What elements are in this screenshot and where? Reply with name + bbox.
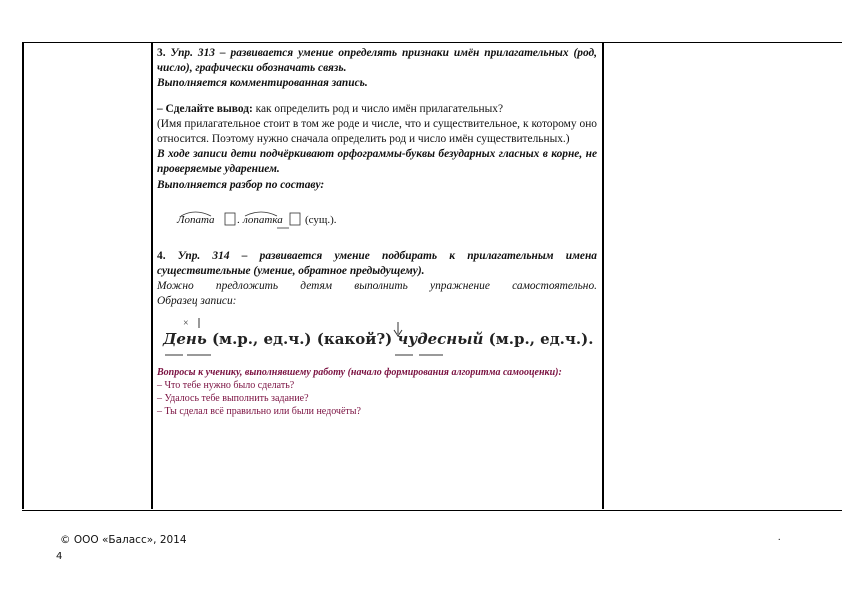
question-item: – Ты сделал всё правильно или были недочёты? [157,406,361,418]
ex314-text: Упр. 314 – развивается умение подбирать к прилагательным имена существительные (умение, обратное предыдущему). [157,249,597,278]
ex314-number: 4. [157,249,166,262]
question-item: – Что тебе нужно было сделать? [157,379,295,391]
conclusion-label: – Сделайте вывод: [157,102,253,115]
sample-question: (какой?) [316,329,393,348]
table-divider-1 [151,42,153,509]
sample-scheme [161,316,597,360]
scheme1-tag: (сущ.). [305,213,337,226]
sample-adjective: чудесный [397,329,484,348]
svg-text:×: × [183,317,189,329]
orthogram-note: В ходе записи дети подчёркивают орфограммы-буквы безударных гласных в корне, не проверяемые ударением. [157,148,597,176]
questions-heading: Вопросы к ученику, выполнявшему работу (начало формирования алгоритма самооценки): [157,366,562,378]
page-number: 4 [56,551,63,562]
conclusion-answer: (Имя прилагательное стоит в том же роде и числе, что и существительное, к которому оно относится. Поэтому нужно сначала определить род и число имён существительных.) [157,117,597,146]
self-assessment-questions [157,366,597,419]
ex314-sample-label: Образец записи: [157,295,237,308]
question-item: – Удалось тебе выполнить задание? [157,393,309,405]
ex314-suggest: Можно предложить детям выполнить упражнение самостоятельно. [157,280,597,293]
conclusion-question-text: как определить род и число имён прилагательных? [252,102,504,115]
lesson-content-cell [157,46,597,418]
morpheme-scheme [177,207,597,233]
scheme1-word2: лопатка [243,213,283,226]
sample-noun-gram: (м.р., ед.ч.) [211,329,312,348]
table-divider-2 [602,42,604,509]
footer-dot: . [778,532,781,543]
scheme1-sep: . [237,213,240,226]
ex313-number: 3. [157,47,166,59]
footer-copyright: © ООО «Баласс», 2014 [60,534,187,546]
sample-adjective-gram: (м.р., ед.ч.). [488,329,594,348]
sample-noun: День [163,329,207,348]
ex313-note: Выполняется комментированная запись. [157,77,368,90]
ex313-text: Упр. 313 – развивается умение определять признаки имён прилагательных (род, число), графически обозначать связь. [157,47,597,75]
scheme1-word1: Лопата [177,213,215,226]
conclusion-question [157,102,597,117]
ex313-heading [157,46,597,76]
ex314-heading [157,249,597,279]
table-border-left [22,42,24,509]
parse-note: Выполняется разбор по составу: [157,178,325,191]
